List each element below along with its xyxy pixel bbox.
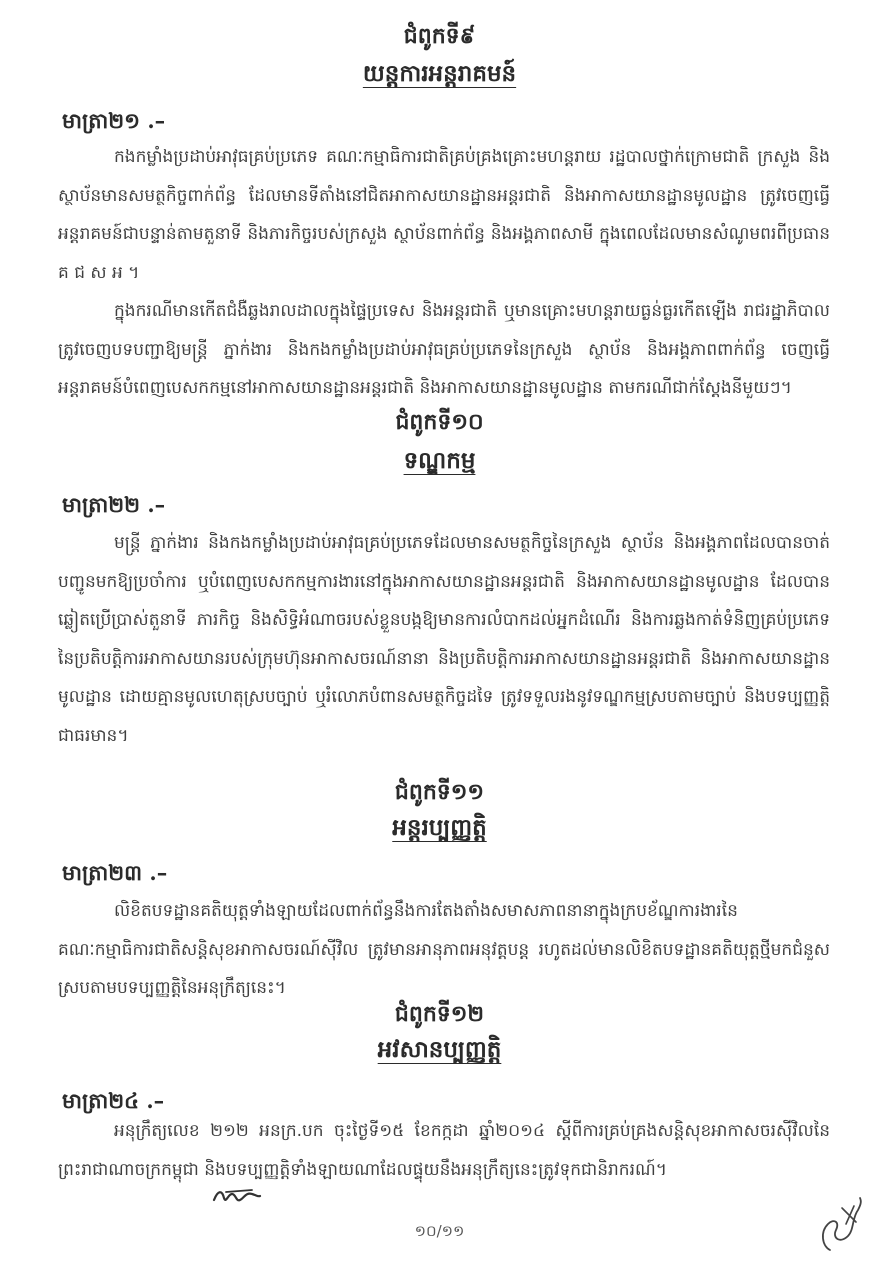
article-21-paragraph-1: កងកម្លាំងប្រដាប់អាវុធគ្រប់ប្រភេទ គណៈកម្មាធិការជាតិគ្រប់គ្រងគ្រោះមហន្តរាយ រដ្ឋបាលថ្នាក់ក្រោមជាតិ ក្រសួង និងស្ថាប័នមានសមត្ថកិច្ចពាក់ព័ន្ធ ដែលមានទីតាំងនៅជិតអាកាសយានដ្ឋានអន្តរជាតិ និងអាកាសយានដ្ឋានមូលដ្ឋាន ត្រូវចេញធ្វើអន្តរាគមន៍ជាបន្ទាន់តាមតួនាទី និងភារកិច្ចរបស់ក្រសួង ស្ថាប័នពាក់ព័ន្ធ និងអង្គភាពសាមី ក្នុងពេលដែលមានសំណូមពរពីប្រធាន គ ជ ស អ ។ [58,147,830,283]
page-number: ១០/១១ [414,1222,465,1240]
chapter-12-title: ជំពូកទី១២ [394,1002,485,1027]
article-24-paragraph-1: អនុក្រឹត្យលេខ ២១២ អនក្រ.បក ចុះថ្ងៃទី១៥ ខែកក្កដា ឆ្នាំ២០១៤ ស្តីពីការគ្រប់គ្រងសន្តិសុខអាកាសចរស៊ីវិលនៃព្រះរាជាណាចក្រកម្ពុជា និងបទប្បញ្ញត្តិទាំងឡាយណាដែលផ្ទុយនឹងអនុក្រឹត្យនេះត្រូវទុកជានិរាករណ៍។ [58,1121,830,1180]
article-23-heading: មាត្រា២៣ .– [62,860,168,885]
handwritten-initials-mark [812,1188,868,1258]
article-24-heading: មាត្រា២៤ .– [62,1088,165,1113]
chapter-11-title: ជំពូកទី១១ [394,780,485,805]
chapter-11-name: អន្តរប្បញ្ញត្តិ [392,815,487,841]
article-21-heading: មាត្រា២១ .– [62,108,166,133]
chapter-10-name: ទណ្ឌកម្ម [403,448,476,474]
end-flourish-mark [212,1186,262,1208]
chapter-10-title: ជំពូកទី១០ [395,410,484,435]
chapter-9-title: ជំពូកទី៩ [403,24,476,49]
article-22-heading: មាត្រា២២ .– [62,492,166,517]
article-22-paragraph-1: មន្ត្រី ភ្នាក់ងារ និងកងកម្លាំងប្រដាប់អាវុធគ្រប់ប្រភេទដែលមានសមត្ថកិច្ចនៃក្រសួង ស្ថាប័ន និងអង្គភាពដែលបានចាត់បញ្ជូនមកឱ្យប្រចាំការ ឬបំពេញបេសកកម្មការងារនៅក្នុងអាកាសយានដ្ឋានអន្តរជាតិ និងអាកាសយានដ្ឋានមូលដ្ឋាន ដែលបានឆ្លៀតប្រើប្រាស់តួនាទី ភារកិច្ច និងសិទ្ធិអំណាចរបស់ខ្លួនបង្កឱ្យមានការលំបាកដល់អ្នកដំណើរ និងការឆ្លងកាត់ទំនិញគ្រប់ប្រភេទនៃប្រតិបត្តិការអាកាសយានរបស់ក្រុមហ៊ុនអាកាសចរណ៍នានា និងប្រតិបត្តិការអាកាសយានដ្ឋានអន្តរជាតិ និងអាកាសយានដ្ឋានមូលដ្ឋាន ដោយគ្មានមូលហេតុស្របច្បាប់ ឬរំលោភបំពានសមត្ថកិច្ចដទៃ ត្រូវទទួលរងនូវទណ្ឌកម្មស្របតាមច្បាប់ និងបទប្បញ្ញត្តិជាធរមាន។ [58,533,830,746]
article-21-paragraph-2: ក្នុងករណីមានកើតជំងឺឆ្លងរាលដាលក្នុងផ្ទៃប្រទេស និងអន្តរជាតិ ឬមានគ្រោះមហន្តរាយធ្ងន់ធ្ងរកើតឡើង រាជរដ្ឋាភិបាលត្រូវចេញបទបញ្ជាឱ្យមន្ត្រី ភ្នាក់ងារ និងកងកម្លាំងប្រដាប់អាវុធគ្រប់ប្រភេទនៃក្រសួង ស្ថាប័ន និងអង្គភាពពាក់ព័ន្ធ ចេញធ្វើអន្តរាគមន៍បំពេញបេសកកម្មនៅអាកាសយានដ្ឋានអន្តរជាតិ និងអាកាសយានដ្ឋានមូលដ្ឋាន តាមករណីជាក់ស្តែងនីមួយៗ។ [58,301,830,398]
chapter-9-name: យន្តការអន្តរាគមន៍ [362,61,517,87]
article-23-paragraph-1: លិខិតបទដ្ឋានគតិយុត្តទាំងឡាយដែលពាក់ព័ន្ធនឹងការតែងតាំងសមាសភាពនានាក្នុងក្របខ័ណ្ឌការងារនៃគណៈកម្មាធិការជាតិសន្តិសុខអាកាសចរណ៍ស៊ីវិល ត្រូវមានអានុភាពអនុវត្តបន្ត រហូតដល់មានលិខិតបទដ្ឋានគតិយុត្តថ្មីមកជំនួស ស្របតាមបទប្បញ្ញត្តិនៃអនុក្រឹត្យនេះ។ [58,901,830,998]
chapter-12-name: អវសានប្បញ្ញត្តិ [377,1037,502,1063]
